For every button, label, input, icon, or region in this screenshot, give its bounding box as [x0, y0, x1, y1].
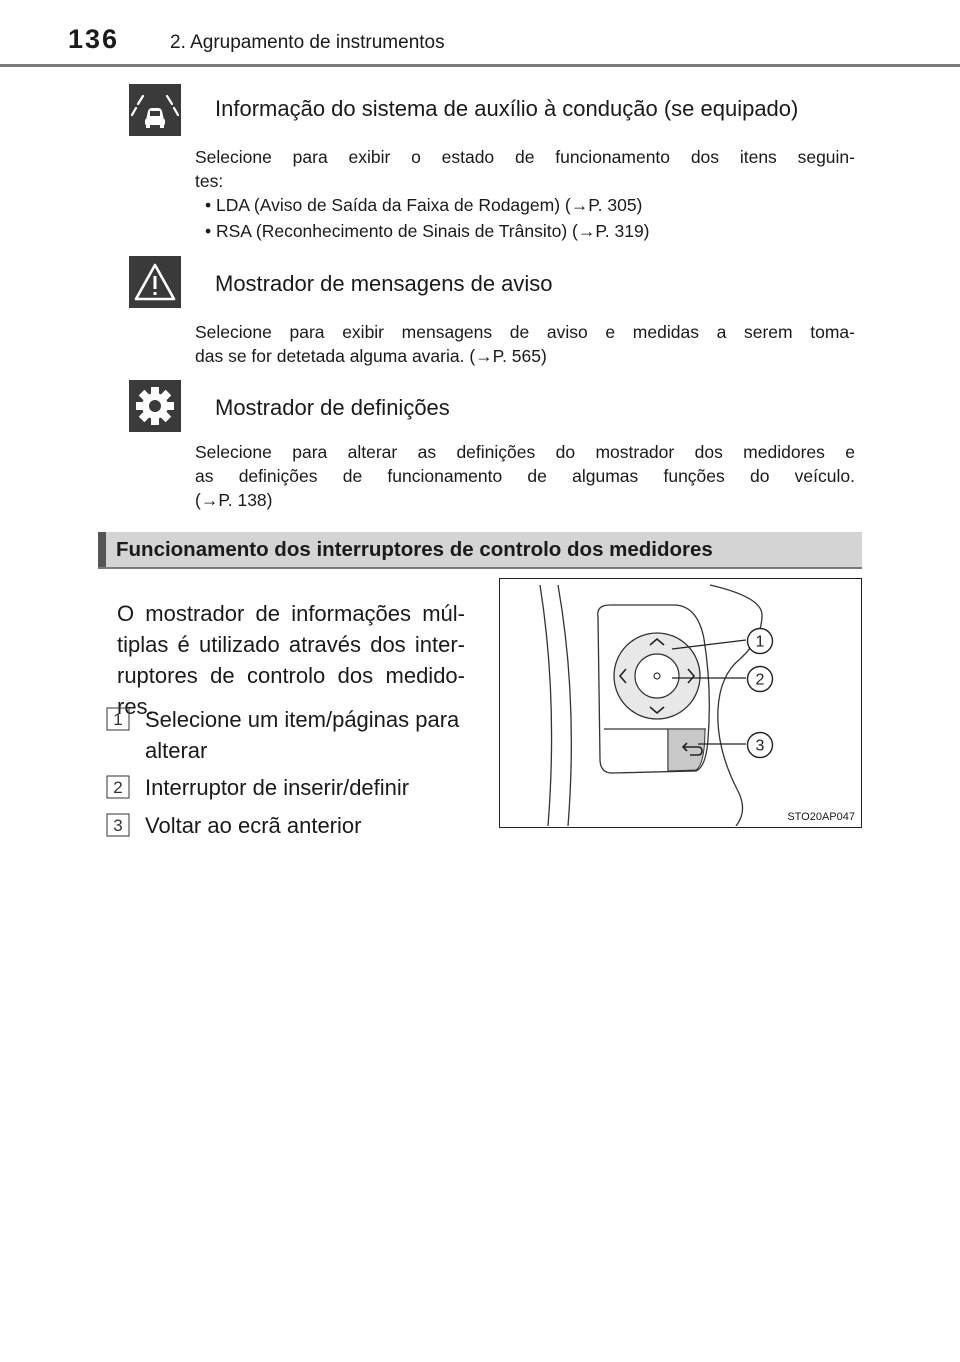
figure-code: STO20AP047	[787, 811, 855, 823]
svg-text:2: 2	[755, 671, 765, 689]
item-title-driver-assist: Informação do sistema de auxílio à condução (se equipado)	[215, 96, 799, 121]
callout-1	[746, 627, 774, 655]
svg-text:1: 1	[755, 633, 765, 651]
chapter-title: 2. Agrupamento de instrumentos	[170, 32, 445, 53]
svg-text:3: 3	[755, 737, 765, 755]
item-title-settings: Mostrador de definições	[215, 395, 450, 420]
header-divider	[0, 64, 960, 67]
section-divider	[98, 567, 862, 569]
section-heading	[98, 532, 862, 567]
legend-item-1: Selecione um item/páginas para alterar	[145, 707, 460, 763]
item-title-warning-messages: Mostrador de mensagens de aviso	[215, 271, 553, 296]
section-title: Funcionamento dos interruptores de controlo dos medidores	[116, 538, 713, 561]
section-intro: O mostrador de informações múl- tiplas é utilizado através dos inter- ruptores de controlo dos medido- res.	[117, 601, 465, 719]
number-badge-1	[106, 707, 130, 731]
number-badge-2	[106, 775, 130, 799]
steering-switch-illustration	[500, 579, 860, 826]
svg-text:3: 3	[113, 816, 123, 835]
page-header	[0, 0, 960, 66]
steering-switch-figure	[499, 578, 862, 828]
driver-assist-icon	[129, 84, 181, 136]
legend-item-2: Interruptor de inserir/definir	[145, 775, 410, 800]
item-text-warning-messages: Selecione para exibir mensagens de aviso e medidas a serem toma- das se for detetada alguma avaria. (→P. 565)	[195, 322, 855, 366]
item-text-settings: Selecione para alterar as definições do mostrador dos medidores e as definições de funcionamento de algumas funções do veículo. (→P. 138)	[195, 442, 855, 510]
svg-text:1: 1	[113, 710, 123, 729]
warning-triangle-icon	[129, 256, 181, 308]
svg-text:2: 2	[113, 778, 123, 797]
callout-3	[746, 731, 774, 759]
number-badge-3	[106, 813, 130, 837]
section-heading-edge	[98, 532, 106, 567]
bullet-lda: • LDA (Aviso de Saída da Faixa de Rodagem) (→P. 305)	[205, 195, 643, 215]
gear-icon	[129, 380, 181, 432]
callout-2	[746, 665, 774, 693]
bullet-rsa: • RSA (Reconhecimento de Sinais de Trânsito) (→P. 319)	[205, 221, 650, 241]
item-text-driver-assist: Selecione para exibir o estado de funcionamento dos itens seguin- tes:	[195, 147, 855, 191]
legend-item-3: Voltar ao ecrã anterior	[145, 813, 362, 838]
page-number: 136	[68, 24, 120, 54]
